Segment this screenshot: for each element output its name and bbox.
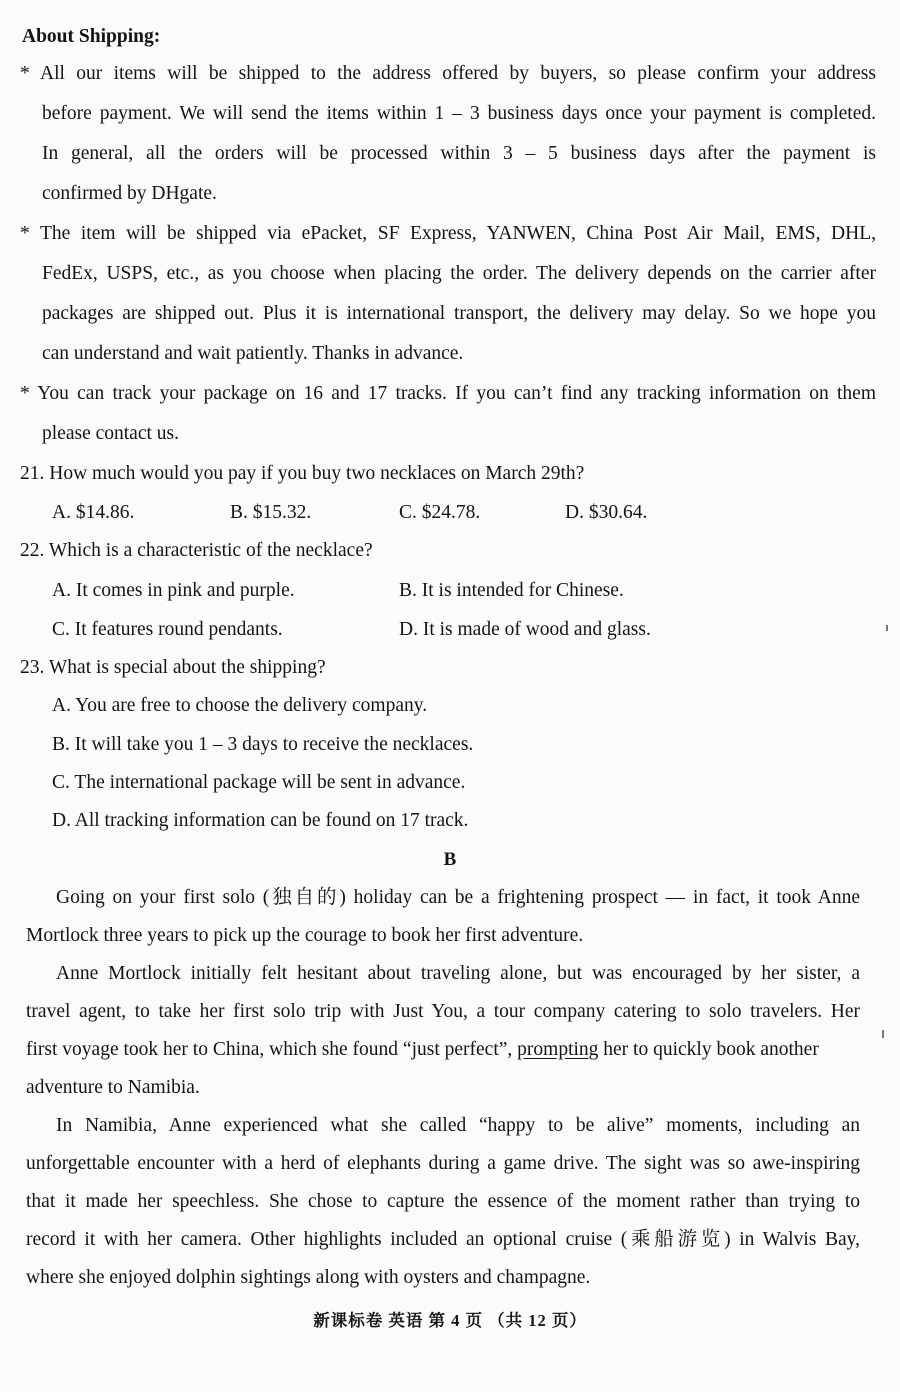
question-21-stem: 21. How much would you pay if you buy two necklaces on March 29th? <box>20 463 585 484</box>
question-22-option-b: B. It is intended for Chinese. <box>399 580 624 601</box>
passage-b-p3-line-1: In Namibia, Anne experienced what she called “happy to be alive” moments, including an <box>56 1115 860 1136</box>
passage-b-p2-line-3 <box>26 1037 860 1063</box>
question-22-option-d: D. It is made of wood and glass. <box>399 619 651 640</box>
passage-b-p3-line-3: that it made her speechless. She chose to capture the essence of the moment rather than trying to <box>26 1191 860 1212</box>
shipping-bullet-1-line-4: confirmed by DHgate. <box>42 183 217 204</box>
passage-b-p2-line-2: travel agent, to take her first solo trip with Just You, a tour company catering to solo travelers. Her <box>26 1001 860 1022</box>
question-21-option-c: C. $24.78. <box>399 502 481 523</box>
shipping-bullet-3-line-2: please contact us. <box>42 423 179 444</box>
question-23-option-b: B. It will take you 1 – 3 days to receive the necklaces. <box>52 734 474 755</box>
passage-b-p2-line-4: adventure to Namibia. <box>26 1077 200 1098</box>
question-23-option-d: D. All tracking information can be found on 17 track. <box>52 810 469 831</box>
question-21-option-a: A. $14.86. <box>52 502 135 523</box>
shipping-bullet-1-line-2: before payment. We will send the items within 1 – 3 business days once your payment is completed. <box>42 103 876 124</box>
shipping-bullet-1-line-1: * All our items will be shipped to the address offered by buyers, so please confirm your address <box>20 63 876 84</box>
shipping-bullet-2-line-1: * The item will be shipped via ePacket, SF Express, YANWEN, China Post Air Mail, EMS, DHL, <box>20 223 876 244</box>
scan-speck <box>882 1030 884 1038</box>
scan-speck <box>886 625 888 631</box>
page-footer: 新课标卷 英语 第 4 页 （共 12 页） <box>313 1311 587 1330</box>
question-21-option-b: B. $15.32. <box>230 502 312 523</box>
shipping-bullet-1-line-3: In general, all the orders will be processed within 3 – 5 business days after the payment is <box>42 143 876 164</box>
shipping-heading: About Shipping: <box>22 26 161 47</box>
question-21-option-d: D. $30.64. <box>565 502 648 523</box>
passage-b-p1-line-1: Going on your first solo (独自的) holiday can be a frightening prospect — in fact, it took Anne <box>56 887 860 908</box>
question-22-option-c: C. It features round pendants. <box>52 619 283 640</box>
question-23-option-a: A. You are free to choose the delivery company. <box>52 695 428 716</box>
shipping-bullet-2-line-3: packages are shipped out. Plus it is international transport, the delivery may delay. So we hope you <box>42 303 876 324</box>
shipping-bullet-2-line-2: FedEx, USPS, etc., as you choose when placing the order. The delivery depends on the carrier after <box>42 263 876 284</box>
question-22-option-a: A. It comes in pink and purple. <box>52 580 295 601</box>
underlined-word-prompting: prompting <box>517 1039 599 1060</box>
section-b-label: B <box>443 849 457 870</box>
question-23-option-c: C. The international package will be sent in advance. <box>52 772 466 793</box>
passage-b-p1-line-2: Mortlock three years to pick up the courage to book her first adventure. <box>26 925 584 946</box>
passage-b-p2-line-1: Anne Mortlock initially felt hesitant about traveling alone, but was encouraged by her sister, a <box>56 963 860 984</box>
passage-b-p3-line-4: record it with her camera. Other highlights included an optional cruise (乘船游览) in Walvis Bay, <box>26 1229 860 1250</box>
question-22-stem: 22. Which is a characteristic of the necklace? <box>20 540 373 561</box>
shipping-bullet-2-line-4: can understand and wait patiently. Thanks in advance. <box>42 343 464 364</box>
passage-b-p2-line-3-start: first voyage took her to China, which she found “just perfect”, <box>26 1039 518 1060</box>
passage-b-p3-line-2: unforgettable encounter with a herd of elephants during a game drive. The sight was so awe-inspiring <box>26 1153 860 1174</box>
passage-b-p3-line-5: where she enjoyed dolphin sightings along with oysters and champagne. <box>26 1267 591 1288</box>
question-23-stem: 23. What is special about the shipping? <box>20 657 326 678</box>
passage-b-p2-line-3-end: her to quickly book another <box>598 1039 819 1060</box>
shipping-bullet-3-line-1: * You can track your package on 16 and 17 tracks. If you can’t find any tracking information on them <box>20 383 876 404</box>
